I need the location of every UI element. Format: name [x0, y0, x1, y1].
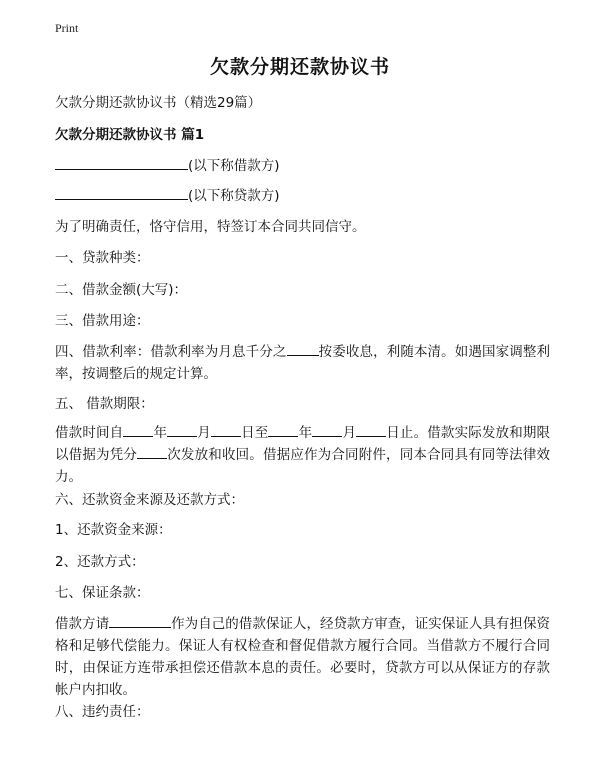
- start-year-blank: [123, 422, 153, 437]
- lender-line: [55, 185, 550, 207]
- clause-repayment-method: 2、还款方式：: [55, 554, 145, 570]
- intro-paragraph: 为了明确责任，恪守信用，特签订本合同共同信守。: [55, 219, 366, 235]
- document-subtitle: 欠款分期还款协议书（精选29篇）: [55, 95, 262, 111]
- end-year-blank: [268, 422, 298, 437]
- clause-repayment-source: 1、还款资金来源：: [55, 522, 172, 538]
- guarantee-text-2: 作为自己的借款保证人，经贷款方审查，证实保证人具有担保资格和足够代偿能力。保证人有权检查和督促借款方履行合同。当借款方不履行合同时，由保证方连带承担偿还借款本息的责任。必要时，贷款方可以从保证方的存款帐户内扣收。: [55, 616, 550, 698]
- borrower-name-blank: [55, 155, 188, 170]
- print-link[interactable]: Print: [55, 21, 79, 35]
- period-year-2: 年: [298, 425, 313, 441]
- clause-loan-amount: 二、借款金额(大写)：: [55, 282, 188, 298]
- clause-loan-purpose: 三、借款用途：: [55, 313, 150, 329]
- clause-repayment: 六、还款资金来源及还款方式：: [55, 492, 244, 508]
- start-day-blank: [211, 422, 241, 437]
- start-month-blank: [167, 422, 197, 437]
- clause-loan-period: 五、 借款期限：: [55, 396, 154, 412]
- end-day-blank: [356, 422, 386, 437]
- lender-label: (以下称贷款方): [188, 188, 280, 204]
- period-day-to: 日至: [240, 425, 269, 441]
- section-heading: 欠款分期还款协议书 篇1: [55, 127, 205, 143]
- clause-breach: 八、违约责任：: [55, 704, 150, 720]
- period-month-1: 月: [197, 425, 211, 441]
- guarantee-paragraph: [55, 613, 550, 701]
- installments-blank: [137, 444, 167, 459]
- page-title: 欠款分期还款协议书: [209, 56, 390, 78]
- borrower-label: (以下称借款方): [188, 158, 280, 174]
- clause-interest-rate: [55, 341, 550, 385]
- lender-name-blank: [55, 185, 188, 200]
- period-text-2: 日止。借款实际发放和期限以借据为凭分: [55, 425, 551, 463]
- clause-guarantee: 七、保证条款：: [55, 585, 150, 601]
- interest-text-1: 四、借款利率：借款利率为月息千分之: [55, 344, 287, 360]
- end-month-blank: [312, 422, 342, 437]
- guarantee-text-1: 借款方请: [55, 616, 110, 632]
- period-text-1: 借款时间自: [55, 425, 124, 441]
- interest-rate-blank: [287, 341, 319, 356]
- period-year-1: 年: [153, 425, 168, 441]
- period-month-2: 月: [342, 425, 357, 441]
- guarantor-blank: [109, 613, 171, 628]
- clause-loan-type: 一、贷款种类：: [55, 250, 150, 266]
- interest-text-2: 按委收息，利随本清。如遇国家调整利率，按调整后的规定计算。: [55, 344, 550, 382]
- borrower-line: [55, 155, 550, 177]
- period-text-3: 次发放和收回。借据应作为合同附件，同本合同具有同等法律效力。: [55, 447, 551, 485]
- loan-period-paragraph: [55, 422, 550, 488]
